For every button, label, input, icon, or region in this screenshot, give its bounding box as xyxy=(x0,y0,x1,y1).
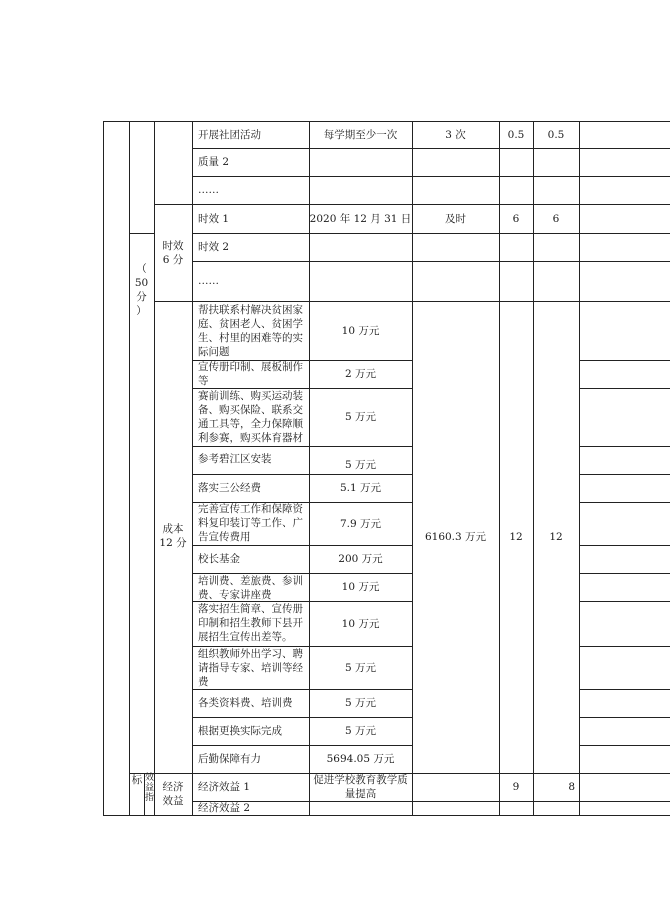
cost-target-cell: 7.9 万元 xyxy=(339,517,382,530)
cost-target-cell: 10 万元 xyxy=(341,581,380,593)
target-cell: 每学期至少一次 xyxy=(323,128,398,141)
score-cell: 6 xyxy=(552,212,560,225)
economic-benefit-label: 经济 效益 xyxy=(162,781,184,807)
cost-target-cell: 5 万元 xyxy=(344,411,377,423)
output-score-label xyxy=(129,262,154,322)
cost-target-cell: 5694.05 万元 xyxy=(326,753,395,765)
cost-indicator-cell: 校长基金 xyxy=(198,553,240,565)
benefit-indicator-cell: 经济效益 2 xyxy=(198,802,251,814)
benefit-label-col1: 标 xyxy=(131,774,143,786)
output-score-close-paren: ） xyxy=(136,305,147,317)
weight-cell: 0.5 xyxy=(507,128,525,141)
cost-target-cell: 2 万元 xyxy=(344,368,377,380)
grid-line xyxy=(579,360,670,361)
indicator-cell: 质量 2 xyxy=(198,156,230,168)
cost-target-cell: 5 万元 xyxy=(344,697,377,709)
cost-indicator-cell: 帮扶联系村解决贫困家庭、贫困老人、贫困学生、村里的困难等的实际问题 xyxy=(198,304,303,358)
cost-target-cell: 5 万元 xyxy=(344,725,377,737)
actual-cell: 及时 xyxy=(445,212,466,225)
cost-target-cell: 200 万元 xyxy=(338,553,383,565)
cost-group-label: 成本 12 分 xyxy=(159,523,187,549)
cost-target-cell: 5 万元 xyxy=(344,661,377,674)
cost-target-cell: 10 万元 xyxy=(341,324,380,337)
cost-indicator-cell: 落实招生简章、宣传册印制和招生教师下县开展招生宣传出差等。 xyxy=(198,603,303,643)
cost-target-cell: 10 万元 xyxy=(341,617,380,630)
grid-line xyxy=(579,646,670,647)
output-score-open-paren: （ xyxy=(136,263,147,275)
cost-indicator-cell: 落实三公经费 xyxy=(198,482,261,494)
cost-indicator-cell: 参考碧江区安装 xyxy=(198,453,272,465)
grid-line xyxy=(103,815,670,816)
indicator-cell: 时效 1 xyxy=(198,212,230,225)
cost-indicator-cell: 组织教师外出学习、聘请指导专家、培训等经费 xyxy=(198,648,303,688)
grid-line xyxy=(579,745,670,746)
grid-line xyxy=(103,121,104,815)
grid-line xyxy=(579,474,670,475)
indicator-cell: …… xyxy=(198,275,219,287)
benefit-label-col2: 效 益 指 xyxy=(145,773,155,803)
indicator-cell: 时效 2 xyxy=(198,241,230,253)
cost-indicator-cell: 各类资料费、培训费 xyxy=(198,697,293,709)
cost-indicator-cell: 赛前训练、购买运动装备、购买保险、联系交通工具等，全力保障顺利参赛，购买体育器材 xyxy=(198,390,303,444)
cost-actual-cell: 6160.3 万元 xyxy=(424,531,487,543)
cost-score-cell: 12 xyxy=(549,531,563,543)
grid-line xyxy=(579,573,670,574)
grid-line xyxy=(579,545,670,546)
grid-line xyxy=(129,233,154,234)
cost-target-cell: 5.1 万元 xyxy=(339,482,382,494)
cost-indicator-cell: 根据更换实际完成 xyxy=(198,725,282,737)
grid-line xyxy=(579,717,670,718)
weight-cell: 6 xyxy=(512,212,520,225)
grid-line xyxy=(129,121,130,815)
grid-line xyxy=(154,301,670,302)
benefit-target-cell: 促进学校教育教学质量提高 xyxy=(313,774,408,800)
actual-cell: 3 次 xyxy=(445,128,466,141)
grid-line xyxy=(579,388,670,389)
indicator-cell: 开展社团活动 xyxy=(198,128,261,141)
grid-line xyxy=(154,121,155,815)
target-cell: 2020 年 12 月 31 日 xyxy=(309,212,412,225)
benefit-weight-cell: 9 xyxy=(512,781,520,793)
benefit-actual-cell xyxy=(412,773,499,801)
grid-line xyxy=(579,121,580,815)
grid-line xyxy=(579,689,670,690)
cost-indicator-cell: 完善宣传工作和保障资料复印装订等工作、广告宣传费用 xyxy=(198,503,303,543)
cost-indicator-cell: 后勤保障有力 xyxy=(198,753,261,765)
output-score-value: 50 xyxy=(134,277,149,289)
grid-line xyxy=(192,121,193,815)
benefit-indicator-cell: 经济效益 1 xyxy=(198,781,251,793)
grid-line xyxy=(192,446,412,447)
grid-line xyxy=(579,446,670,447)
grid-line xyxy=(579,601,670,602)
timeliness-group-label: 时效 6 分 xyxy=(162,240,184,266)
cost-target-cell: 5 万元 xyxy=(344,459,377,471)
cost-weight-cell: 12 xyxy=(509,531,523,543)
grid-line xyxy=(579,502,670,503)
benefit-score-cell: 8 xyxy=(568,781,575,793)
indicator-cell: …… xyxy=(198,184,219,196)
score-cell: 0.5 xyxy=(547,128,565,141)
cost-indicator-cell: 宣传册印制、展板制作等 xyxy=(198,361,303,387)
cost-indicator-cell: 培训费、差旅费、参训费、专家讲座费 xyxy=(198,575,303,601)
output-score-unit: 分 xyxy=(136,291,147,303)
